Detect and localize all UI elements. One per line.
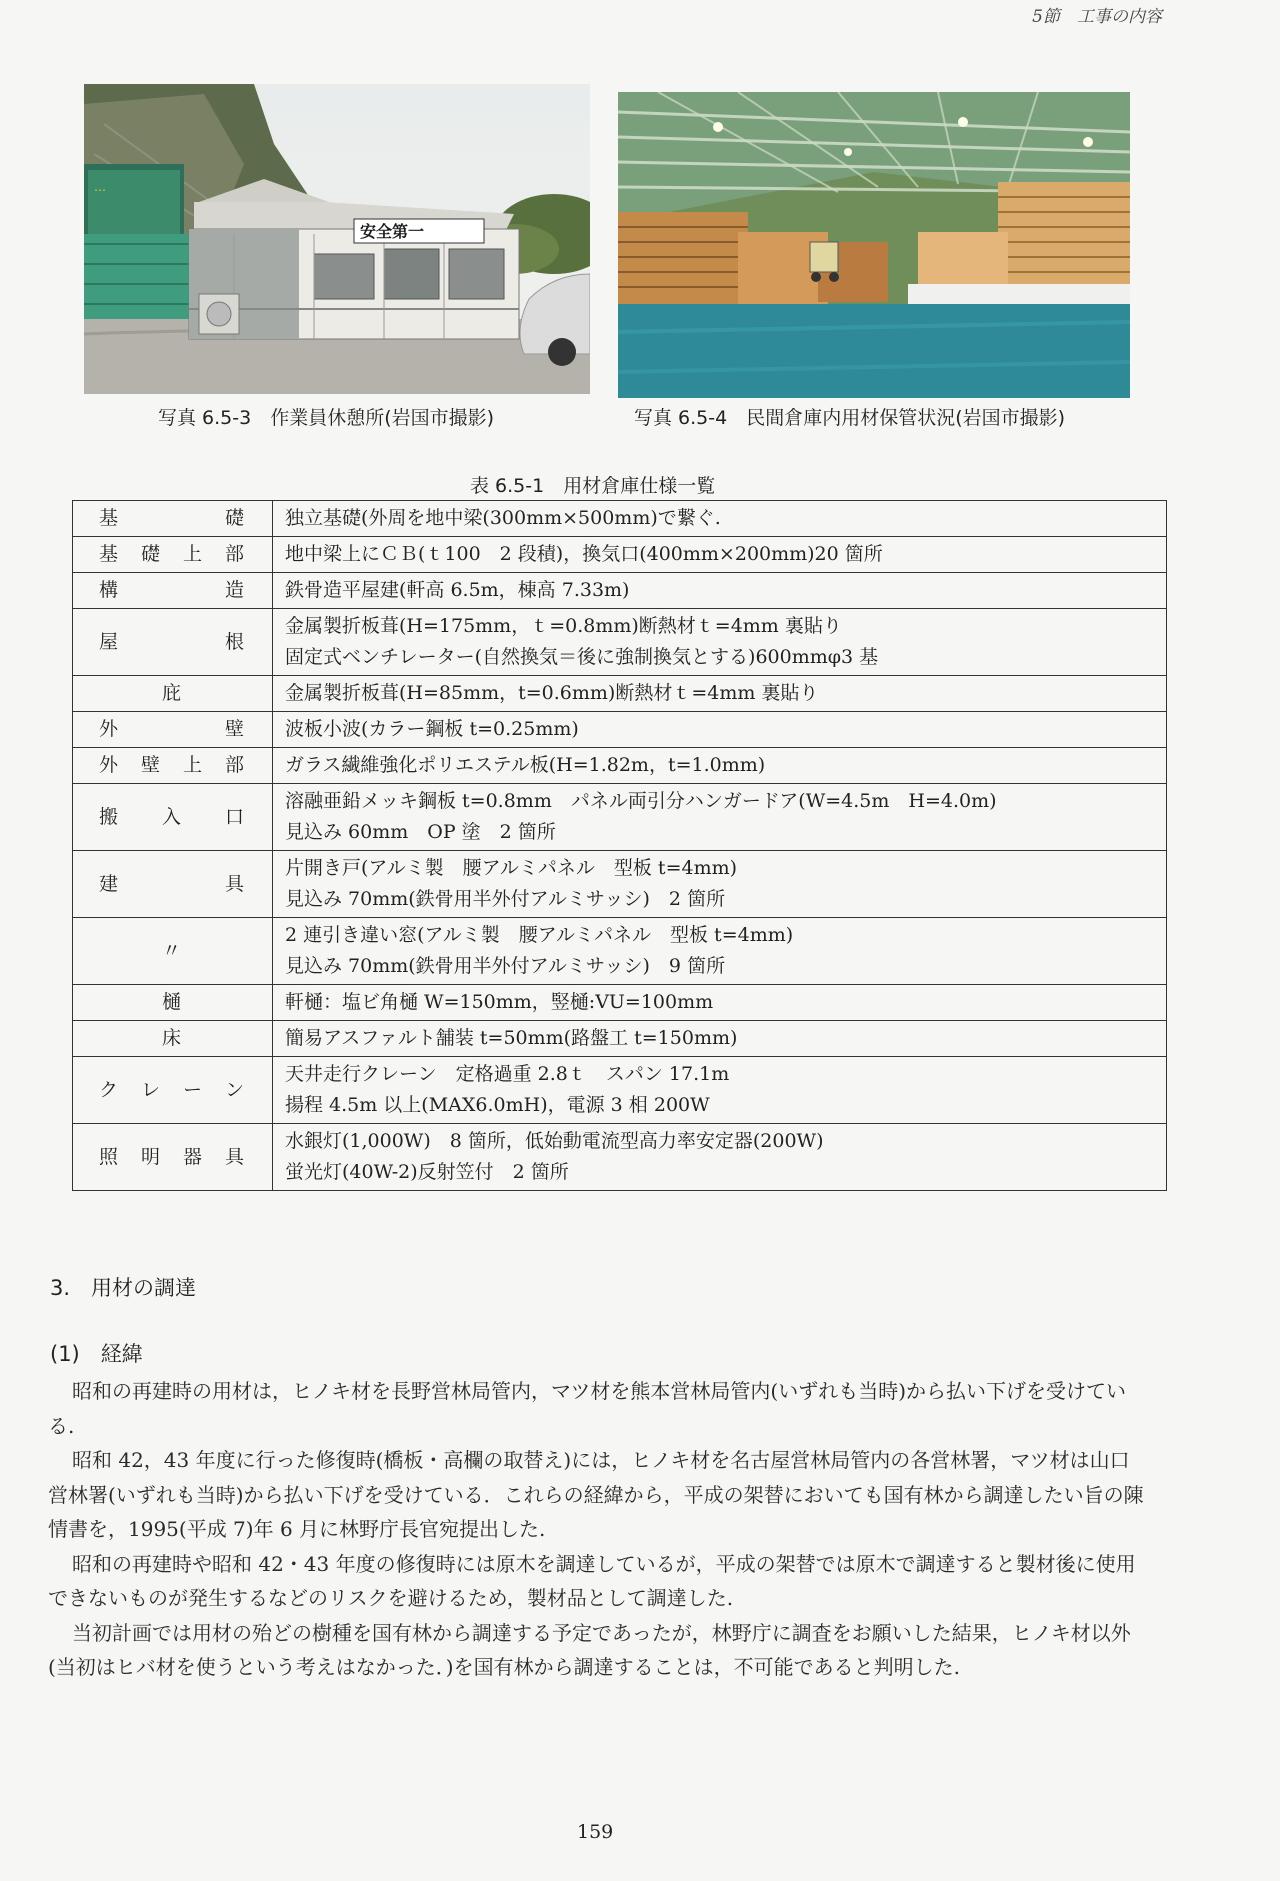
photo-warehouse-interior: [618, 92, 1130, 398]
row-label: ク レ ー ン: [73, 1057, 273, 1124]
table-row: [73, 985, 1167, 1021]
paragraph: 昭和 42，43 年度に行った修復時(橋板・高欄の取替え)には，ヒノキ材を名古屋営林局管内の各営林署，マツ材は山口営林署(いずれも当時)から払い下げを受けている．これらの経緯から，平成の架替においても国有林から調達したい旨の陳情書を，1995(平成 7)年 6 月に林野庁長官宛提出した.: [48, 1448, 1144, 1541]
row-label: 基 礎: [73, 501, 273, 537]
page-number: 159: [577, 1821, 614, 1843]
row-value: [273, 712, 1167, 748]
row-label: 基礎上部: [73, 537, 273, 573]
row-value-line: 固定式ベンチレーター(自然換気＝後に強制換気とする)600mmφ3 基: [285, 646, 879, 668]
row-label: 建 具: [73, 851, 273, 918]
row-value-line: 見込み 60mm OP 塗 2 箇所: [285, 821, 556, 843]
photo-rest-hut: [84, 84, 590, 394]
table-row: [73, 748, 1167, 784]
row-value: [273, 676, 1167, 712]
row-value-line: ガラス繊維強化ポリエステル板(H=1.82m，t=1.0mm): [285, 754, 766, 776]
table-title: 表 6.5-1 用材倉庫仕様一覧: [470, 475, 716, 497]
row-value-line: 片開き戸(アルミ製 腰アルミパネル 型板 t=4mm): [285, 857, 738, 879]
rest-hut-illustration: [84, 84, 590, 394]
row-value-line: 波板小波(カラー鋼板 t=0.25mm): [285, 718, 579, 740]
table-row: [73, 851, 1167, 918]
table-row: [73, 918, 1167, 985]
row-value-line: 独立基礎(外周を地中梁(300mm×500mm)で繋ぐ.: [285, 507, 721, 529]
section-heading: 3. 用材の調達: [50, 1276, 197, 1300]
row-label: 照明器具: [73, 1124, 273, 1191]
table-row: [73, 609, 1167, 676]
warehouse-illustration: [618, 92, 1130, 398]
paragraph: 昭和の再建時や昭和 42・43 年度の修復時には原木を調達しているが，平成の架替では原木で調達すると製材後に使用できないものが発生するなどのリスクを避けるため，製材品として調達した.: [48, 1551, 1136, 1610]
table-row: [73, 1057, 1167, 1124]
row-value: [273, 985, 1167, 1021]
row-value-line: 金属製折板葺(H=175mm，ｔ=0.8mm)断熱材ｔ=4mm 裏貼り: [285, 615, 842, 637]
body-text: [48, 1374, 1148, 1685]
row-value-line: 揚程 4.5m 以上(MAX6.0mH)，電源 3 相 200W: [285, 1094, 710, 1116]
row-value-line: 見込み 70mm(鉄骨用半外付アルミサッシ) 2 箇所: [285, 888, 726, 910]
row-value-line: 水銀灯(1,000W) 8 箇所，低始動電流型高力率安定器(200W): [285, 1130, 824, 1152]
table-row: [73, 676, 1167, 712]
paragraph: 昭和の再建時の用材は，ヒノキ材を長野営林局管内，マツ材を熊本営林局管内(いずれも当時)から払い下げを受けている.: [48, 1379, 1127, 1438]
row-label: 搬 入 口: [73, 784, 273, 851]
row-value-line: 蛍光灯(40W-2)反射笠付 2 箇所: [285, 1161, 569, 1183]
photo-caption-2: 写真 6.5-4 民間倉庫内用材保管状況(岩国市撮影): [634, 407, 1066, 429]
row-value-line: 金属製折板葺(H=85mm，t=0.6mm)断熱材ｔ=4mm 裏貼り: [285, 682, 819, 704]
svg-text:⋯: ⋯: [94, 183, 106, 197]
row-value: [273, 784, 1167, 851]
row-value: [273, 537, 1167, 573]
row-value-line: 鉄骨造平屋建(軒高 6.5m，棟高 7.33m): [285, 579, 630, 601]
table-row: [73, 537, 1167, 573]
row-label: 床: [73, 1021, 273, 1057]
row-value: [273, 748, 1167, 784]
row-value-line: 軒樋：塩ビ角樋 W=150mm，竪樋:VU=100mm: [285, 991, 714, 1013]
row-value: [273, 573, 1167, 609]
row-label: 〃: [73, 918, 273, 985]
table-row: [73, 501, 1167, 537]
table-row: [73, 1021, 1167, 1057]
photo-caption-1: 写真 6.5-3 作業員休憩所(岩国市撮影): [158, 407, 495, 429]
row-value: [273, 1021, 1167, 1057]
row-value: [273, 1124, 1167, 1191]
sub-heading: (1) 経緯: [50, 1342, 143, 1366]
row-value-line: 天井走行クレーン 定格過重 2.8ｔ スパン 17.1m: [285, 1063, 730, 1085]
safety-sign-text: 安全第一: [360, 222, 425, 241]
row-value-line: 見込み 70mm(鉄骨用半外付アルミサッシ) 9 箇所: [285, 955, 726, 977]
row-label: 構 造: [73, 573, 273, 609]
row-value: [273, 918, 1167, 985]
row-label: 外 壁: [73, 712, 273, 748]
table-row: [73, 1124, 1167, 1191]
row-value: [273, 609, 1167, 676]
row-value: [273, 501, 1167, 537]
row-value-line: 2 連引き違い窓(アルミ製 腰アルミパネル 型板 t=4mm): [285, 924, 794, 946]
row-value-line: 溶融亜鉛メッキ鋼板 t=0.8mm パネル両引分ハンガードア(W=4.5m H=4.0m): [285, 790, 997, 812]
row-label: 樋: [73, 985, 273, 1021]
row-label: 庇: [73, 676, 273, 712]
table-row: [73, 712, 1167, 748]
row-label: 外壁上部: [73, 748, 273, 784]
row-value: [273, 851, 1167, 918]
row-value: [273, 1057, 1167, 1124]
warehouse-spec-table: [72, 500, 1167, 1191]
table-row: [73, 573, 1167, 609]
table-row: [73, 784, 1167, 851]
paragraph: 当初計画では用材の殆どの樹種を国有林から調達する予定であったが，林野庁に調査をお願いした結果，ヒノキ材以外(当初はヒバ材を使うという考えはなかった．)を国有林から調達することは，不可能であると判明した.: [48, 1620, 1131, 1679]
row-label: 屋 根: [73, 609, 273, 676]
row-value-line: 簡易アスファルト舗装 t=50mm(路盤工 t=150mm): [285, 1027, 738, 1049]
row-value-line: 地中梁上にＣＢ(ｔ100 2 段積)，換気口(400mm×200mm)20 箇所: [285, 543, 883, 565]
running-head: 5節 工事の内容: [1032, 7, 1162, 27]
